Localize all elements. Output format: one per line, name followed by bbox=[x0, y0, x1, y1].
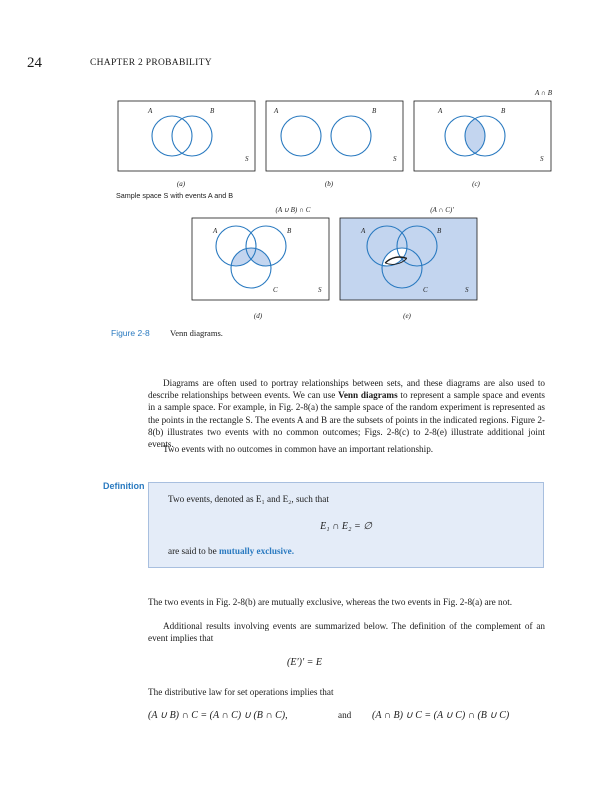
running-head: CHAPTER 2 PROBABILITY bbox=[90, 58, 212, 68]
mutually-exclusive-term: mutually exclusive. bbox=[219, 546, 295, 556]
definition-line-1: Two events, denoted as E₁ and E₂, such that bbox=[168, 494, 329, 504]
paragraph-no-common: Two events with no outcomes in common have an important relationship. bbox=[163, 444, 434, 454]
caption-a: (a) bbox=[176, 180, 186, 188]
caption-e: (e) bbox=[403, 312, 411, 320]
caption-d: (d) bbox=[253, 312, 263, 320]
label-d-B: B bbox=[287, 227, 292, 235]
label-c-A: A bbox=[438, 107, 443, 115]
paragraph-distributive: The distributive law for set operations implies that bbox=[148, 687, 334, 697]
paragraph-venn-intro: Diagrams are often used to portray relationships between sets, and these diagrams are also used to describe relationships between events. We can use Venn diagrams to represent a sample space and events in a sample space. For example, in Fig. 2-8(a) the sample space of the random experiment is represented as the points in the rectangle S. The events A and B are the subsets of points in the indicated regions. Figure 2-8(b) illustrates two events with no common outcomes; Figs. 2-8(c) to 2-8(e) illustrate additional joint events. bbox=[148, 378, 545, 450]
label-a-A: A bbox=[148, 107, 153, 115]
equation-distributive-right: (A ∩ B) ∪ C = (A ∪ C) ∩ (B ∪ C) bbox=[372, 710, 510, 721]
definition-label: Definition bbox=[103, 481, 145, 491]
label-a-S: S bbox=[245, 155, 249, 163]
venn-panel-e bbox=[340, 206, 477, 320]
venn-figure bbox=[0, 0, 609, 330]
venn-panel-a bbox=[118, 101, 255, 188]
label-e-C: C bbox=[423, 286, 428, 294]
title-c: A ∩ B bbox=[535, 89, 552, 97]
definition-equation: E₁ ∩ E₂ = ∅ bbox=[320, 521, 372, 532]
venn-term: Venn diagrams bbox=[338, 390, 398, 401]
label-a-B: B bbox=[210, 107, 215, 115]
title-d: (A ∪ B) ∩ C bbox=[275, 206, 311, 214]
page-number: 24 bbox=[27, 55, 42, 71]
label-d-A: A bbox=[213, 227, 218, 235]
caption-c: (c) bbox=[472, 180, 480, 188]
venn-panel-b bbox=[266, 101, 403, 188]
venn-panel-d bbox=[192, 206, 329, 320]
label-e-S: S bbox=[465, 286, 469, 294]
paragraph-mutually-exclusive: The two events in Fig. 2-8(b) are mutually exclusive, whereas the two events in Fig. 2-8(a) are not. bbox=[148, 597, 513, 607]
figure-caption-text: Venn diagrams. bbox=[170, 328, 223, 338]
title-e: (A ∩ C)′ bbox=[430, 206, 454, 214]
label-d-C: C bbox=[273, 286, 278, 294]
venn-panel-c bbox=[414, 89, 553, 188]
label-c-B: B bbox=[501, 107, 506, 115]
definition-line-3: are said to be mutually exclusive. bbox=[168, 546, 295, 556]
label-e-B: B bbox=[437, 227, 442, 235]
label-b-B: B bbox=[372, 107, 377, 115]
paragraph-complement: Additional results involving events are summarized below. The definition of the complement of an event implies that bbox=[148, 621, 545, 644]
label-d-S: S bbox=[318, 286, 322, 294]
definition-box bbox=[148, 482, 544, 568]
caption-b: (b) bbox=[324, 180, 334, 188]
figure-caption-number: Figure 2-8 bbox=[111, 328, 150, 338]
sample-space-caption: Sample space S with events A and B bbox=[116, 191, 234, 200]
equation-complement: (E′)′ = E bbox=[287, 657, 322, 668]
label-b-A: A bbox=[274, 107, 279, 115]
equation-distributive-left: (A ∪ B) ∩ C = (A ∩ C) ∪ (B ∩ C), bbox=[148, 710, 288, 721]
equation-and: and bbox=[338, 710, 352, 720]
label-b-S: S bbox=[393, 155, 397, 163]
label-e-A: A bbox=[361, 227, 366, 235]
label-c-S: S bbox=[540, 155, 544, 163]
